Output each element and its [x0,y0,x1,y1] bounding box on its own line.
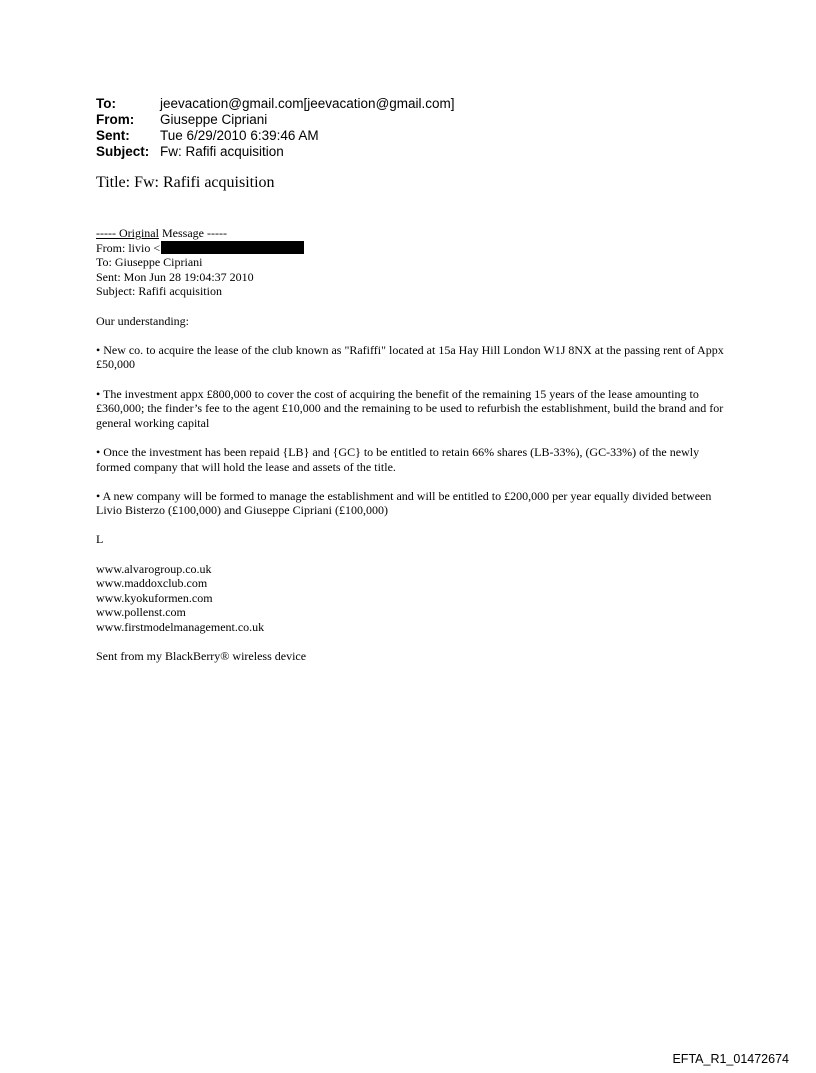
original-from-text: From: livio < [96,240,161,255]
bullet-paragraph: • New co. to acquire the lease of the club known as "Rafiffi" located at 15a Hay Hill London W1J 8NX at the passing rent of Appx £50,000 [96,342,724,372]
sent-value: Tue 6/29/2010 6:39:46 AM [160,128,319,143]
bullet-paragraph: • The investment appx £800,000 to cover the cost of acquiring the benefit of the remaining 15 years of the lease amounting to £360,000; the finder’s fee to the agent £10,000 and the remaining to be used to refurbish the establishment, build the brand and for general working capital [96,386,724,430]
email-body [96,226,724,664]
email-title: Title: Fw: Rafifi acquisition [96,174,275,191]
sent-label: Sent: [96,128,130,143]
website-link: www.kyokuformen.com [96,590,213,605]
device-signature: Sent from my BlackBerry® wireless device [96,649,307,664]
from-label: From: [96,112,135,127]
original-to-line: To: Giuseppe Cipriani [96,255,203,270]
website-link: www.alvarogroup.co.uk [96,561,212,576]
subject-label: Subject: [96,144,150,159]
email-header [96,96,455,160]
original-subject-line: Subject: Rafifi acquisition [96,284,222,299]
document-id: EFTA_R1_01472674 [672,1052,789,1066]
header-subject-row [96,144,455,160]
from-value: Giuseppe Cipriani [160,112,268,127]
original-from-line [96,241,724,256]
to-value: jeevacation@gmail.com[jeevacation@gmail.com] [160,96,455,111]
redaction-bar [161,241,304,254]
subject-value: Fw: Rafifi acquisition [160,144,284,159]
website-link: www.firstmodelmanagement.co.uk [96,620,265,635]
bullet-paragraph: • A new company will be formed to manage the establishment and will be entitled to £200,000 per year equally divided between Livio Bisterzo (£100,000) and Giuseppe Cipriani (£100,000) [96,488,712,518]
original-message-separator [96,226,724,241]
separator-underlined: ----- Original [96,226,159,240]
to-label: To: [96,96,116,111]
header-sent-row [96,128,455,144]
bullet-paragraph: • Once the investment has been repaid {LB} and {GC} to be entitled to retain 66% shares (LB-33%), (GC-33%) of the newly formed company that will hold the lease and assets of the title. [96,444,700,474]
intro-text: Our understanding: [96,313,189,328]
header-to-row [96,96,455,112]
signoff: L [96,532,104,547]
website-link: www.pollenst.com [96,605,186,620]
original-sent-line: Sent: Mon Jun 28 19:04:37 2010 [96,269,254,284]
separator-rest: Message ----- [158,226,227,240]
website-link: www.maddoxclub.com [96,576,208,591]
header-from-row [96,112,455,128]
